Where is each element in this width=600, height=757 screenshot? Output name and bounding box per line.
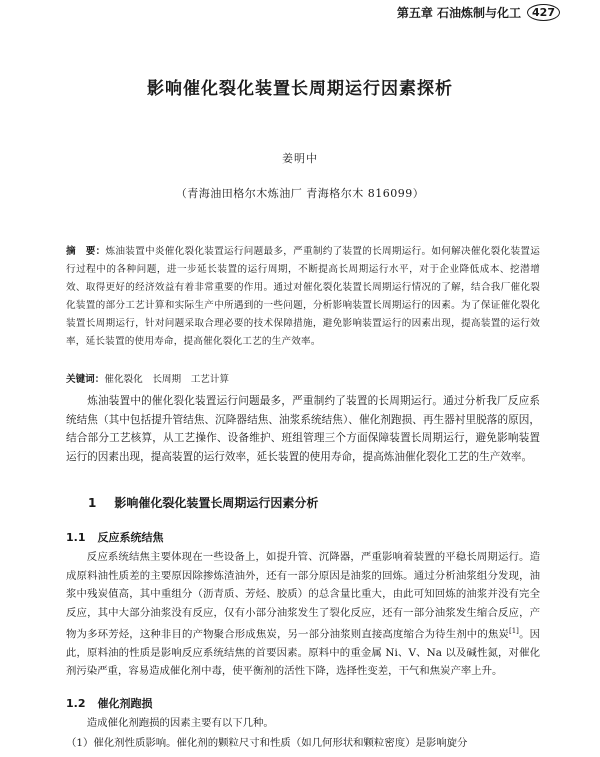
body-paragraph: 造成催化剂跑损的因素主要有以下几种。 — [86, 717, 274, 729]
affiliation: （青海油田格尔木炼油厂 青海格尔木 816099） — [175, 187, 425, 200]
subsection-heading — [66, 695, 153, 711]
body-paragraph — [66, 548, 540, 681]
running-header — [397, 4, 560, 21]
section-title: 影响催化裂化装置长周期运行因素分析 — [114, 496, 319, 510]
abstract-text: 炼油装置中炎催化裂化装置运行问题最多，严重制约了装置的长周期运行。如何解决催化裂化装置运行过程中的各种问题，进一步延长装置的运行周期，不断提高长周期运行水平，对于企业降低成本、挖潜增效、取得更好的经济效益有着非常重要的作用。通过对催化裂化装置长周期运行情况的了解，结合我厂催化裂化装置的部分工艺计算和实际生产中所遇到的一些问题，分析影响装置长周期运行的因素。为了保证催化裂化装置长周期运行，针对问题采取合理必要的技术保障措施，避免影响装置运行的因素出现，提高装置的运行效率，延长装置的使用寿命，提高催化裂化工艺的生产效率。 — [66, 246, 540, 347]
paper-title: 影响催化裂化装置长周期运行因素探析 — [147, 79, 453, 99]
subsection-heading — [66, 529, 164, 545]
chapter-title: 第五章 石油炼制与化工 — [396, 6, 522, 20]
body-paragraph: （1）催化剂性质影响。催化剂的颗粒尺寸和性质（如几何形状和颗粒密度）是影响旋分 — [66, 737, 468, 749]
page-number: 427 — [527, 4, 560, 21]
abstract-label: 摘 要： — [66, 246, 106, 257]
intro-paragraph: 炼油装置中的催化裂化装置运行问题最多，严重制约了装置的长周期运行。通过分析我厂反应系统结焦（其中包括提升管结焦、沉降器结焦、油浆系统结焦）、催化剂跑损、再生器衬里脱落的原因，结合部分工艺核算，从工艺操作、设备维护、班组管理三个方面保障装置长周期运行，避免影响装置运行的因素出现，提高装置的运行效率，延长装置的使用寿命，提高炼油催化裂化工艺的生产效率。 — [66, 395, 540, 463]
section-heading — [88, 494, 318, 511]
citation-ref: [1] — [508, 627, 519, 635]
subsection-title: 催化剂跑损 — [97, 697, 153, 710]
paragraph-text: 反应系统结焦主要体现在一些设备上，如提升管、沉降器，严重影响着装置的平稳长周期运行。造成原料油性质差的主要原因除掺炼渣油外，还有一部分原因是油浆的回炼。通过分析油浆组分发现，油浆中残炭值高，其中重组分（沥青质、芳烃、胶质）的总含量比重大，由此可知回炼的油浆并没有完全反应，其中大部分油浆没有反应，仅有小部分油浆发生了裂化反应，还有一部分油浆发生缩合反应，产物为多环芳烃，这种非目的产物聚合形成焦炭，另一部分油浆则直接高度缩合为待生剂中的焦炭 — [66, 551, 540, 641]
keywords-label: 关键词： — [66, 374, 105, 385]
keywords — [66, 372, 540, 388]
subsection-number: 1.1 — [66, 531, 86, 544]
paragraph-text-tail: 。因此，原料油的性质是影响反应系统结焦的首要因素。原料中的重金属 Ni、V、Na 以及碱性氮，对催化剂污染严重，容易造成催化剂中毒，使平衡剂的活性下降，选择性变差，干气和焦炭产率上升。 — [66, 628, 541, 678]
section-number: 1 — [88, 496, 97, 510]
author: 姜明中 — [282, 152, 318, 165]
subsection-number: 1.2 — [66, 697, 86, 710]
keywords-text: 催化裂化 长周期 工艺计算 — [104, 374, 230, 385]
subsection-title: 反应系统结焦 — [97, 531, 164, 544]
abstract — [66, 243, 540, 351]
